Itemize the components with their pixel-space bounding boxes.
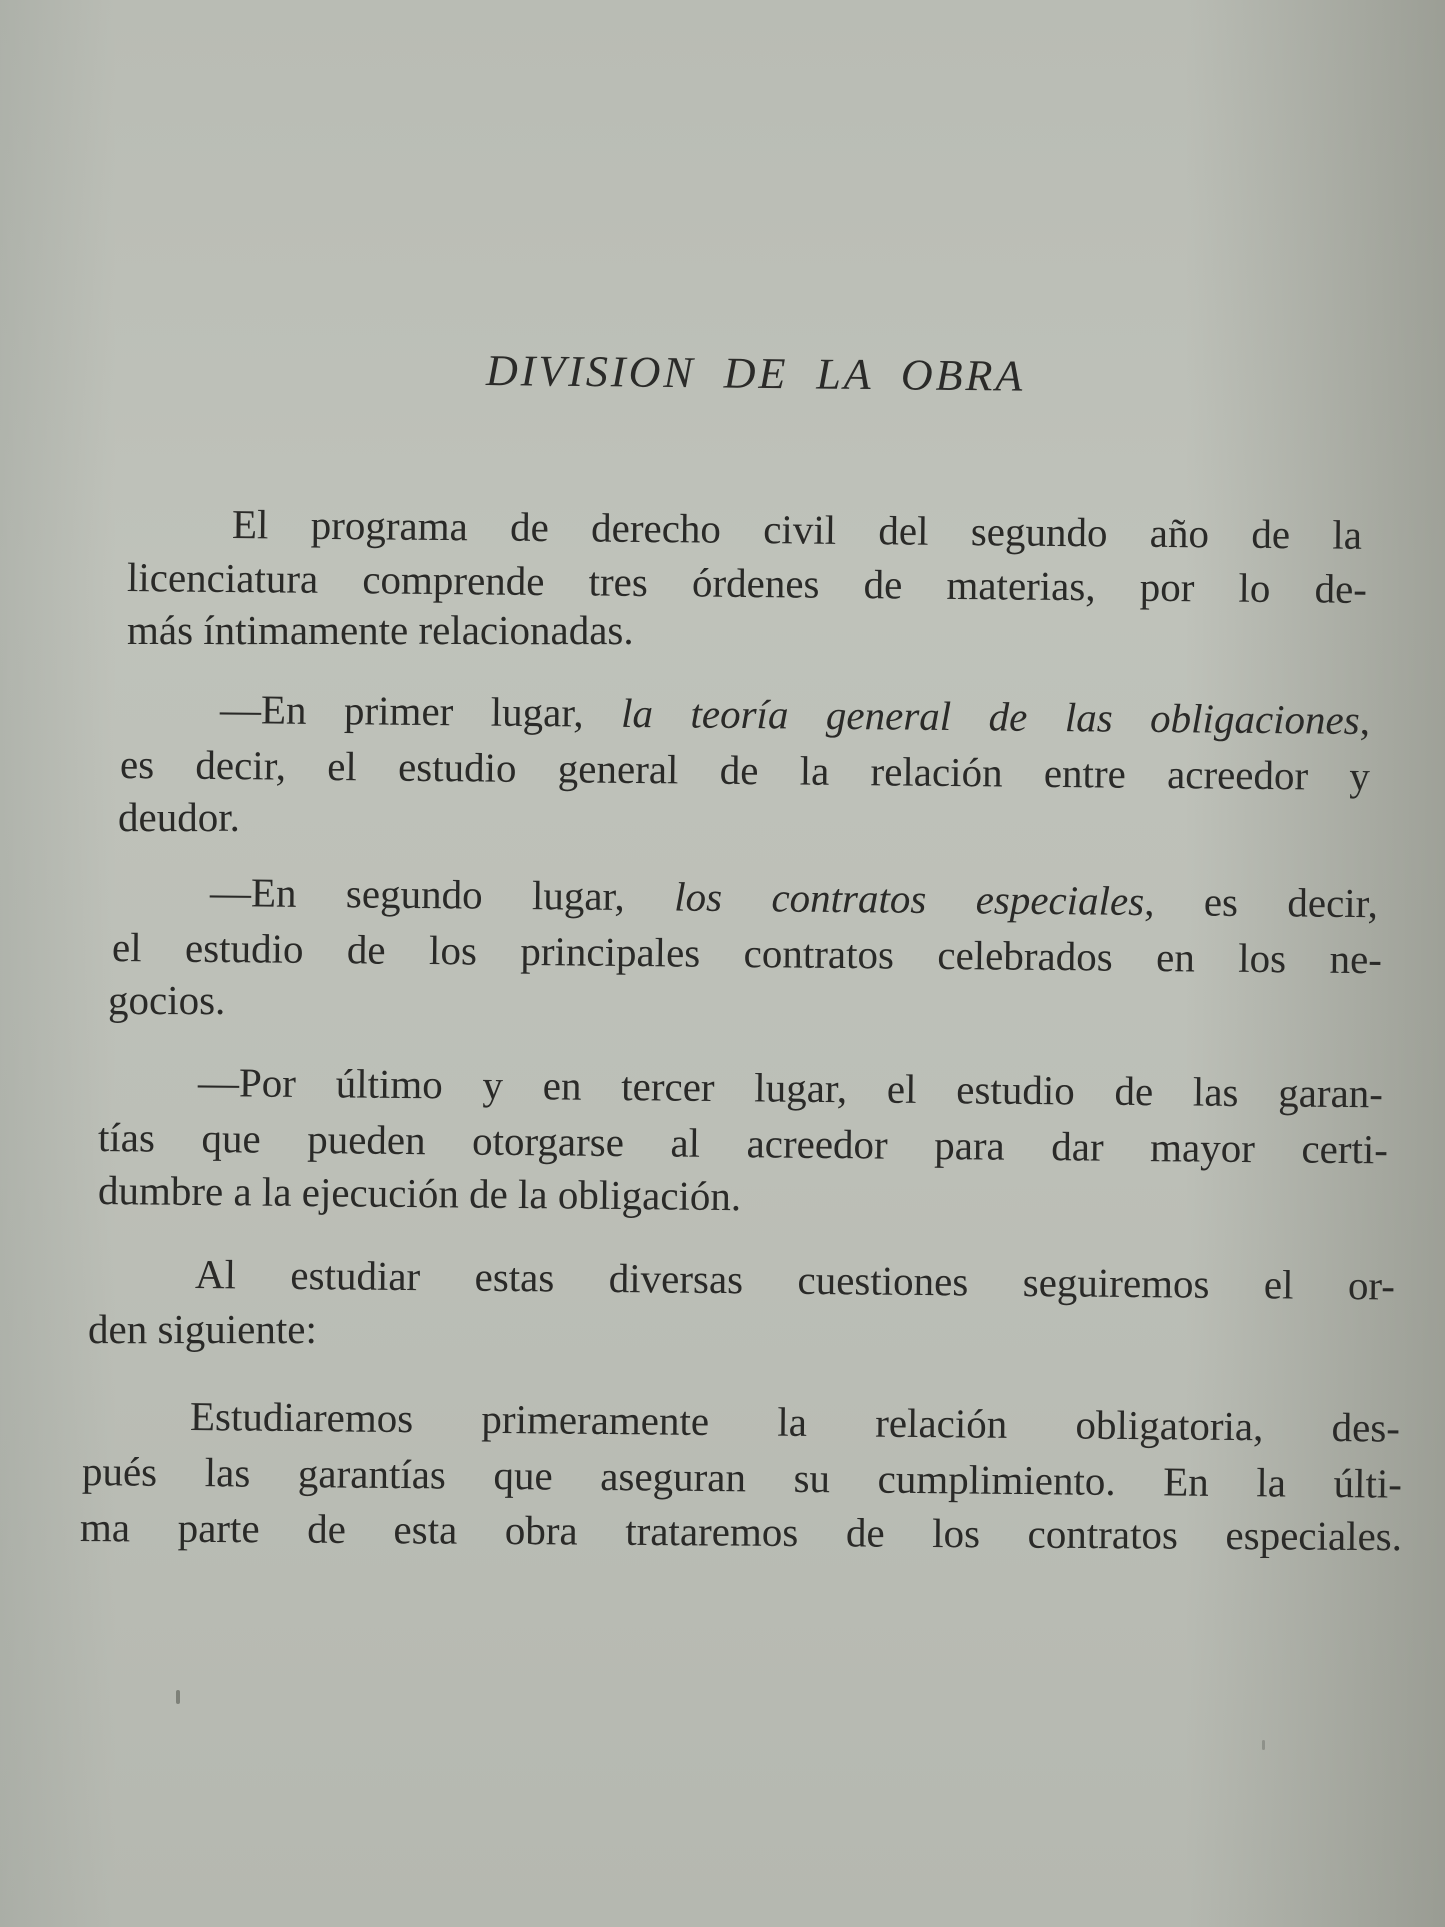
paragraph-3-line-1: [210, 868, 1378, 927]
paragraph-2-line-1: [220, 685, 1370, 744]
emphasis-obligaciones: la teoría general de las obligaciones: [620, 689, 1360, 743]
paragraph-6-line-2: pués las garantías que aseguran su cumplimiento. En la últi-: [81, 1448, 1403, 1507]
paragraph-3-line-2: el estudio de los principales contratos celebrados en los ne-: [111, 924, 1383, 983]
page-title: DIVISION DE LA OBRA: [485, 346, 1026, 401]
paragraph-2-line-1-post: ,: [1359, 696, 1371, 744]
paragraph-2-line-2: es decir, el estudio general de la relación entre acreedor y: [119, 741, 1371, 799]
paragraph-3-line-1-pre: —En segundo lugar,: [209, 869, 675, 920]
paragraph-1-line-1: El programa de derecho civil del segundo año de la: [231, 501, 1363, 558]
paragraph-5-line-1: Al estudiar estas diversas cuestiones seguiremos el or-: [194, 1251, 1396, 1309]
paragraph-6-line-3: ma parte de esta obra trataremos de los contratos especiales.: [79, 1504, 1403, 1560]
paragraph-4-line-1: —Por último y en tercer lugar, el estudio de las garan-: [197, 1059, 1384, 1117]
paper-speck: [1262, 1740, 1265, 1750]
paper-speck: [176, 1690, 180, 1704]
paragraph-3-line-1-post: , es decir,: [1143, 877, 1379, 927]
paragraph-4-line-2: tías que pueden otorgarse al acreedor para dar mayor certi-: [97, 1114, 1389, 1173]
paragraph-5-line-2: den siguiente:: [88, 1306, 317, 1352]
paragraph-3-line-3: gocios.: [108, 977, 226, 1023]
paragraph-6-line-1: Estudiaremos primeramente la relación obligatoria, des-: [189, 1393, 1401, 1451]
paragraph-2-line-3: deudor.: [118, 794, 240, 840]
paragraph-1-line-2: licenciatura comprende tres órdenes de materias, por lo de-: [126, 554, 1368, 612]
paragraph-4-line-3: dumbre a la ejecución de la obligación.: [97, 1167, 742, 1220]
paragraph-2-line-1-pre: —En primer lugar,: [219, 686, 622, 736]
emphasis-contratos-especiales: los contratos especiales: [673, 873, 1145, 924]
paragraph-1-line-3: más íntimamente relacionadas.: [127, 607, 634, 653]
